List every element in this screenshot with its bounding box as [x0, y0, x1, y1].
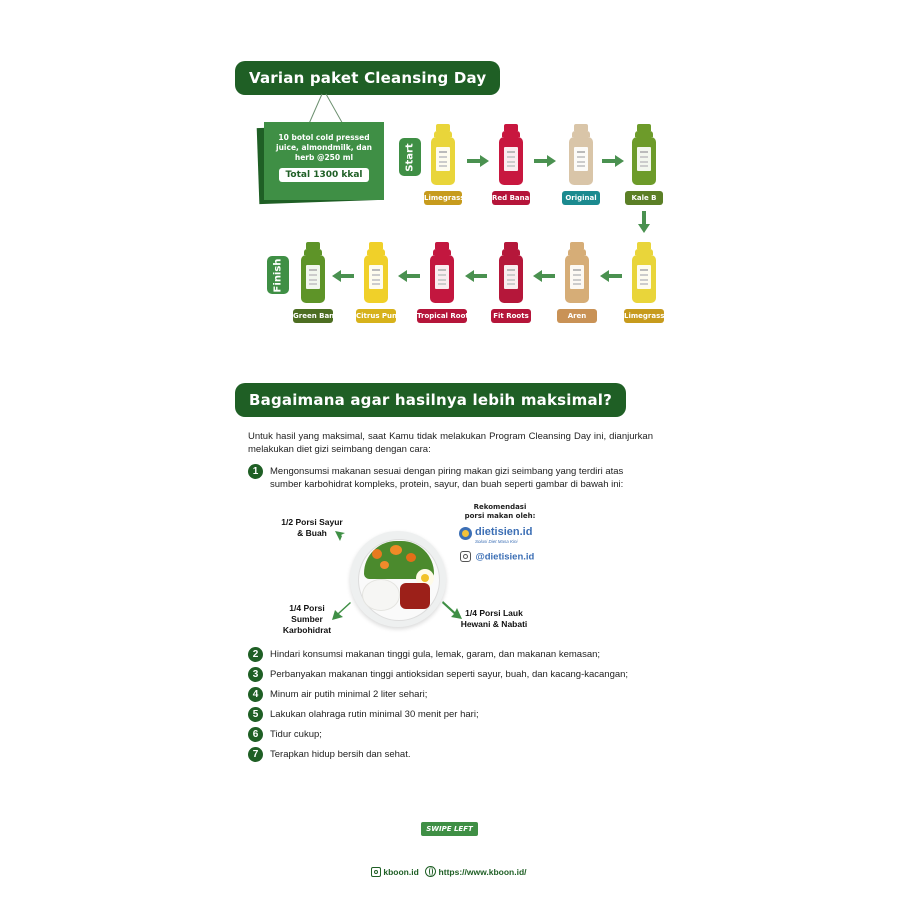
arrow-left-icon: [332, 270, 354, 282]
juice-name-tag: Aren: [557, 309, 597, 323]
tip-text: Hindari konsumsi makanan tinggi gula, lemak, garam, dan makanan kemasan;: [270, 649, 601, 660]
arrow-right-icon: [534, 155, 556, 167]
juice-bottle: [568, 124, 594, 185]
plate-label-protein: 1/4 Porsi Lauk Hewani & Nabati: [460, 608, 528, 629]
arrow-left-icon: [533, 270, 555, 282]
juice-name-tag: Fit Roots: [491, 309, 531, 323]
instagram-icon: [460, 551, 471, 562]
bottle-label: [570, 265, 584, 289]
bottle-cap: [637, 124, 651, 131]
juice-bottle: [429, 242, 455, 303]
tip-text: Lakukan olahraga rutin minimal 30 menit per hari;: [270, 709, 479, 720]
plate-label-vegetables: 1/2 Porsi Sayur & Buah: [281, 517, 343, 538]
arrow-icon: [334, 530, 356, 552]
recommendation-caption: Rekomendasi porsi makan oleh:: [464, 503, 536, 520]
tip-text: Perbanyakan makanan tinggi antioksidan seperti sayur, buah, dan kacang-kacangan;: [270, 669, 629, 680]
juice-name-tag: Original: [562, 191, 600, 205]
bottle-label: [504, 147, 518, 171]
bottle-label: [637, 265, 651, 289]
bottle-label: [306, 265, 320, 289]
juice-name-tag: Limegrass: [624, 309, 664, 323]
tip-number: 1: [248, 464, 263, 479]
bottle-body: [301, 255, 325, 303]
finish-label: Finish: [267, 256, 289, 294]
bottle-label: [369, 265, 383, 289]
juice-name-tag: Kale B: [625, 191, 663, 205]
package-description: 10 botol cold pressed juice, almondmilk, dan herb @250 ml: [276, 133, 372, 162]
bottle-body: [632, 255, 656, 303]
intro-text: Untuk hasil yang maksimal, saat Kamu tidak melakukan Program Cleansing Day ini, dianjurkan melakukan diet gizi seimbang dengan cara:: [248, 431, 653, 455]
juice-name-tag: Limegrass: [424, 191, 462, 205]
juice-name-tag: Tropical Roots: [417, 309, 467, 323]
rice-portion: [362, 579, 400, 611]
juice-bottle: [498, 124, 524, 185]
tip-number: 7: [248, 747, 263, 762]
tip-text: Mengonsumsi makanan sesuai dengan piring makan gizi seimbang yang terdiri atas: [270, 466, 624, 477]
bottle-label: [436, 147, 450, 171]
arrow-down-icon: [638, 211, 650, 233]
dietisien-logo-icon: [459, 527, 472, 540]
arrow-right-icon: [467, 155, 489, 167]
juice-bottle: [430, 124, 456, 185]
juice-bottle: [631, 124, 657, 185]
bottle-label: [637, 147, 651, 171]
bottle-cap: [369, 242, 383, 249]
footer-website[interactable]: https://www.kboon.id/: [438, 866, 527, 877]
instagram-icon: [371, 867, 381, 877]
tip-number: 5: [248, 707, 263, 722]
juice-bottle: [498, 242, 524, 303]
juice-name-tag: Citrus Punch: [356, 309, 396, 323]
swipe-left-button[interactable]: SWIPE LEFT >>>: [421, 822, 478, 836]
juice-bottle: [631, 242, 657, 303]
bottle-body: [430, 255, 454, 303]
protein-portion: [400, 583, 430, 609]
bottle-cap: [436, 124, 450, 131]
arrow-left-icon: [398, 270, 420, 282]
bottle-cap: [574, 124, 588, 131]
tip-text: Minum air putih minimal 2 liter sehari;: [270, 689, 428, 700]
bottle-cap: [504, 124, 518, 131]
package-total: Total 1300 kkal: [279, 168, 368, 182]
bottle-body: [499, 137, 523, 185]
plate-label-carbs: 1/4 Porsi Sumber Karbohidrat: [282, 603, 332, 635]
bottle-body: [364, 255, 388, 303]
juice-name-tag: Red Banana: [492, 191, 530, 205]
juice-name-tag: Green Banana: [293, 309, 333, 323]
bottle-cap: [570, 242, 584, 249]
bottle-label: [504, 265, 518, 289]
bottle-label: [435, 265, 449, 289]
footer-links: [371, 866, 527, 880]
juice-bottle: [363, 242, 389, 303]
dietisien-brand: dietisien.id: [475, 526, 533, 538]
section1-title: Varian paket Cleansing Day: [235, 61, 500, 95]
bottle-cap: [637, 242, 651, 249]
start-label: Start: [399, 138, 421, 176]
footer-instagram[interactable]: kboon.id: [383, 866, 419, 877]
plate-image: [350, 531, 446, 627]
dietisien-logo: [459, 526, 549, 548]
bottle-body: [499, 255, 523, 303]
arrow-right-icon: [602, 155, 624, 167]
package-card-front: [264, 122, 384, 200]
bottle-body: [565, 255, 589, 303]
tip-number: 3: [248, 667, 263, 682]
bottle-cap: [306, 242, 320, 249]
bottle-body: [569, 137, 593, 185]
juice-bottle: [564, 242, 590, 303]
tip-text: Tidur cukup;: [270, 729, 322, 740]
bottle-label: [574, 147, 588, 171]
section2-title: Bagaimana agar hasilnya lebih maksimal?: [235, 383, 626, 417]
bottle-cap: [435, 242, 449, 249]
juice-bottle: [300, 242, 326, 303]
arrow-icon: [331, 601, 353, 621]
tip-text: Terapkan hidup bersih dan sehat.: [270, 749, 411, 760]
bottle-body: [431, 137, 455, 185]
arrow-left-icon: [465, 270, 487, 282]
arrow-left-icon: [600, 270, 622, 282]
dietisien-instagram[interactable]: @dietisien.id: [460, 548, 534, 560]
bottle-body: [632, 137, 656, 185]
dietisien-tagline: Solusi Diet Masa Kini: [475, 539, 518, 544]
tip-number: 2: [248, 647, 263, 662]
tip-text: sumber karbohidrat kompleks, protein, sayur, dan buah seperti gambar di bawah ini:: [270, 479, 624, 490]
globe-icon: [425, 866, 436, 877]
tip-number: 6: [248, 727, 263, 742]
tip-number: 4: [248, 687, 263, 702]
bottle-cap: [504, 242, 518, 249]
